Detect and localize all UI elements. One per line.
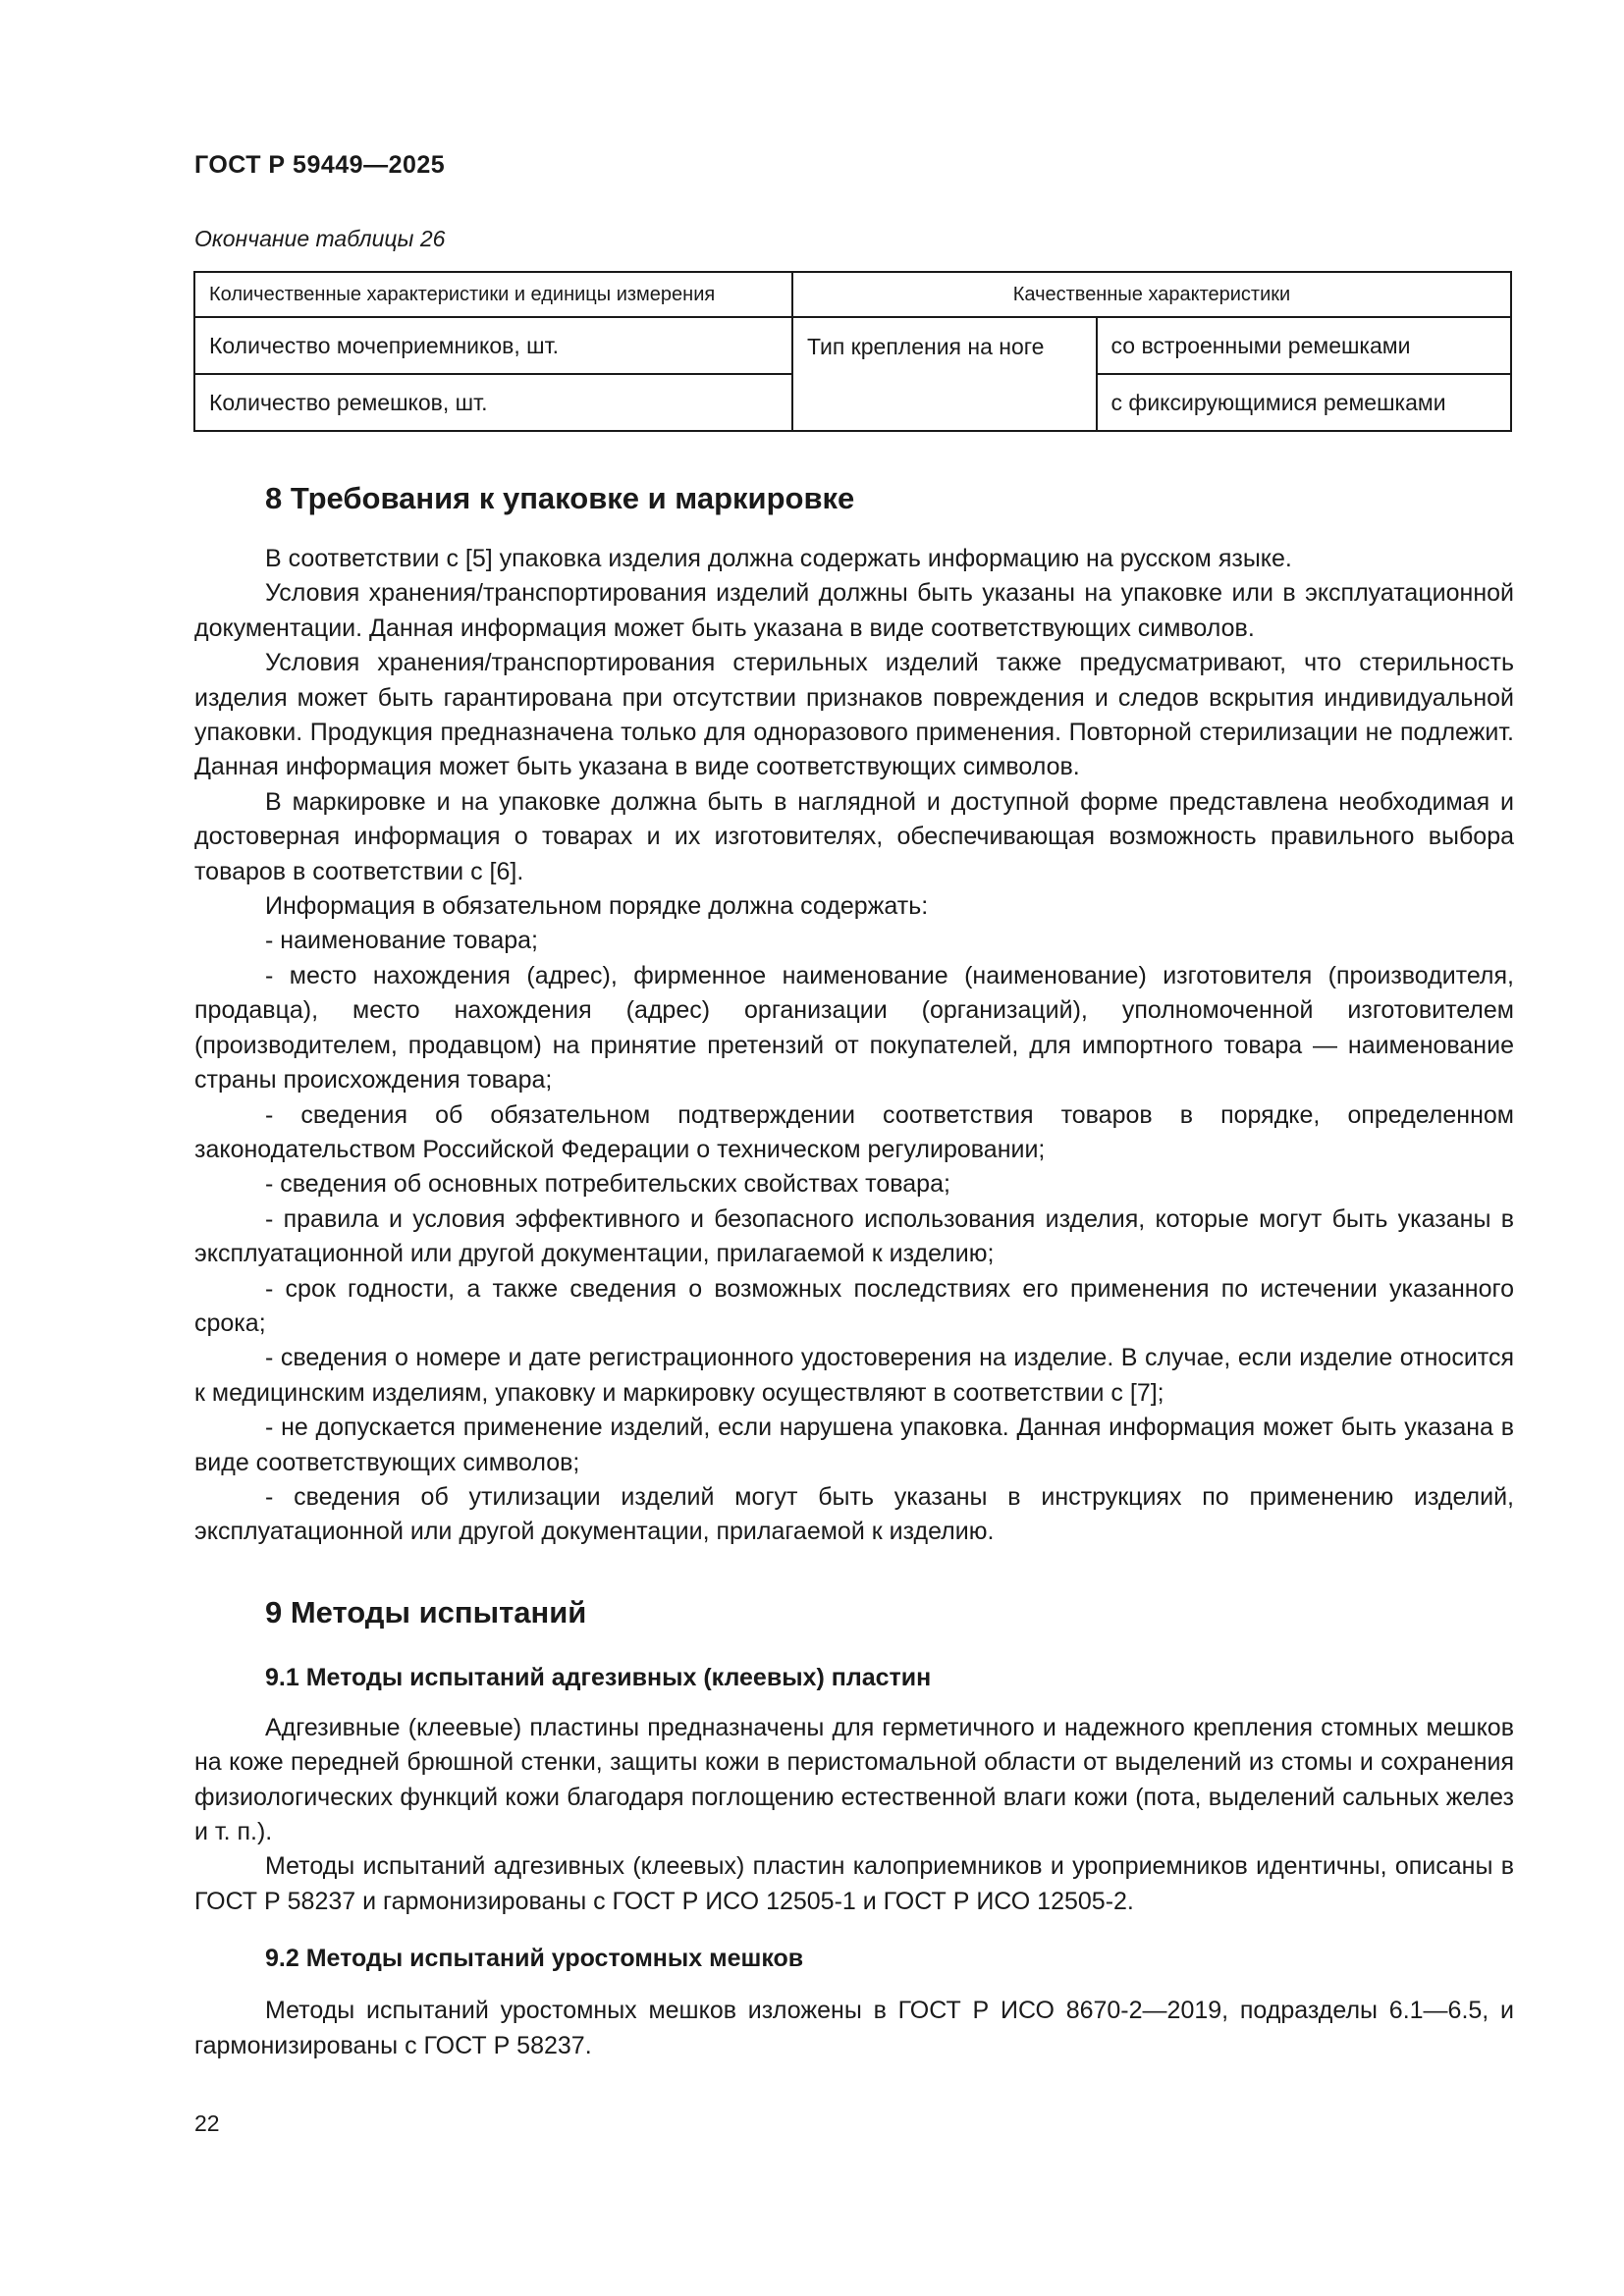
list-item: - правила и условия эффективного и безопасного использования изделия, которые могут быть указаны в эксплуатационной или другой документации, прилагаемой к изделию; (194, 1204, 1514, 1268)
paragraph: Условия хранения/транспортирования изделий должны быть указаны на упаковке или в эксплуатационной документации. Данная информация может быть указана в виде соответствующих символов. (194, 579, 1514, 642)
table-cell-qual-value: со встроенными ремешками (1097, 317, 1512, 374)
document-id-header: ГОСТ Р 59449—2025 (194, 151, 446, 179)
table-cell-quant: Количество ремешков, шт. (194, 374, 792, 431)
page-number: 22 (194, 2110, 220, 2136)
list-item: - не допускается применение изделий, если нарушена упаковка. Данная информация может быть указана в виде соответствующих символов; (194, 1414, 1514, 1476)
paragraph: Условия хранения/транспортирования стерильных изделий также предусматривают, что стерильность изделия может быть гарантирована при отсутствии признаков повреждения и следов вскрытия индивидуальной упаковки. Продукция предназначена только для одноразового применения. Повторной стерилизации не подлежит. Данная информация может быть указана в виде соответствующих символов. (194, 649, 1514, 781)
table-cell-qual-value: с фиксирующимися ремешками (1097, 374, 1512, 431)
list-item: - сведения об утилизации изделий могут быть указаны в инструкциях по применению изделий, эксплуатационной или другой документации, прилагаемой к изделию. (194, 1482, 1514, 1546)
section-8-heading: 8 Требования к упаковке и маркировке (265, 481, 855, 515)
subsection-9-1-heading: 9.1 Методы испытаний адгезивных (клеевых) пластин (265, 1663, 932, 1691)
table-caption: Окончание таблицы 26 (194, 226, 446, 251)
list-item: - наименование товара; (265, 927, 539, 955)
document-body (194, 475, 1514, 2063)
paragraph: В маркировке и на упаковке должна быть в наглядной и доступной форме представлена необходимая и достоверная информация о товарах и их изготовителях, обеспечивающая возможность правильного выбора товаров в соответствии с [6]. (194, 787, 1514, 885)
subsection-9-2-heading: 9.2 Методы испытаний уростомных мешков (265, 1945, 804, 1973)
quantitative-header-cell: Количественные характеристики и единицы измерения (194, 272, 792, 317)
table-cell-qual-name: Тип крепления на ноге (792, 317, 1097, 431)
table-cell-quant: Количество мочеприемников, шт. (194, 317, 792, 374)
paragraph: Информация в обязательном порядке должна содержать: (265, 892, 929, 921)
table-header-row (194, 272, 1511, 317)
paragraph: В соответствии с [5] упаковка изделия должна содержать информацию на русском языке. (265, 545, 1292, 572)
list-item: - сведения о номере и дате регистрационного удостоверения на изделие. В случае, если изделие относится к медицинским изделиям, упаковку и маркировку осуществляют в соответствии с [7]; (194, 1344, 1514, 1407)
paragraph: Адгезивные (клеевые) пластины предназначены для герметичного и надежного крепления стомных мешков на коже передней брюшной стенки, защиты кожи в перистомальной области от выделений из стомы и сохранения физиологических функций кожи благодаря поглощению естественной влаги кожи (пота, выделений сальных желез и т. п.). (194, 1713, 1514, 1845)
qualitative-header-cell: Качественные характеристики (792, 272, 1511, 317)
list-item: - сведения об основных потребительских свойствах товара; (265, 1170, 950, 1199)
list-item: - сведения об обязательном подтверждении соответствия товаров в порядке, определенном законодательством Российской Федерации о техническом регулировании; (194, 1100, 1514, 1163)
table-row (194, 317, 1511, 374)
list-item: - срок годности, а также сведения о возможных последствиях его применения по истечении указанного срока; (194, 1274, 1514, 1337)
section-9-heading: 9 Методы испытаний (265, 1594, 587, 1629)
paragraph: Методы испытаний адгезивных (клеевых) пластин калоприемников и уроприемников идентичны, описаны в ГОСТ Р 58237 и гармонизированы с ГОСТ Р ИСО 12505-1 и ГОСТ Р ИСО 12505-2. (194, 1852, 1514, 1915)
list-item: - место нахождения (адрес), фирменное наименование (наименование) изготовителя (производителя, продавца), место нахождения (адрес) организации (организаций), уполномоченной изготовителем (производителем, продавцом) на принятие претензий от покупателей, для импортного товара — наименование страны происхождения товара; (194, 961, 1514, 1095)
characteristics-table (193, 271, 1512, 432)
paragraph: Методы испытаний уростомных мешков изложены в ГОСТ Р ИСО 8670-2—2019, подразделы 6.1—6.5, и гармонизированы с ГОСТ Р 58237. (194, 1997, 1514, 2059)
